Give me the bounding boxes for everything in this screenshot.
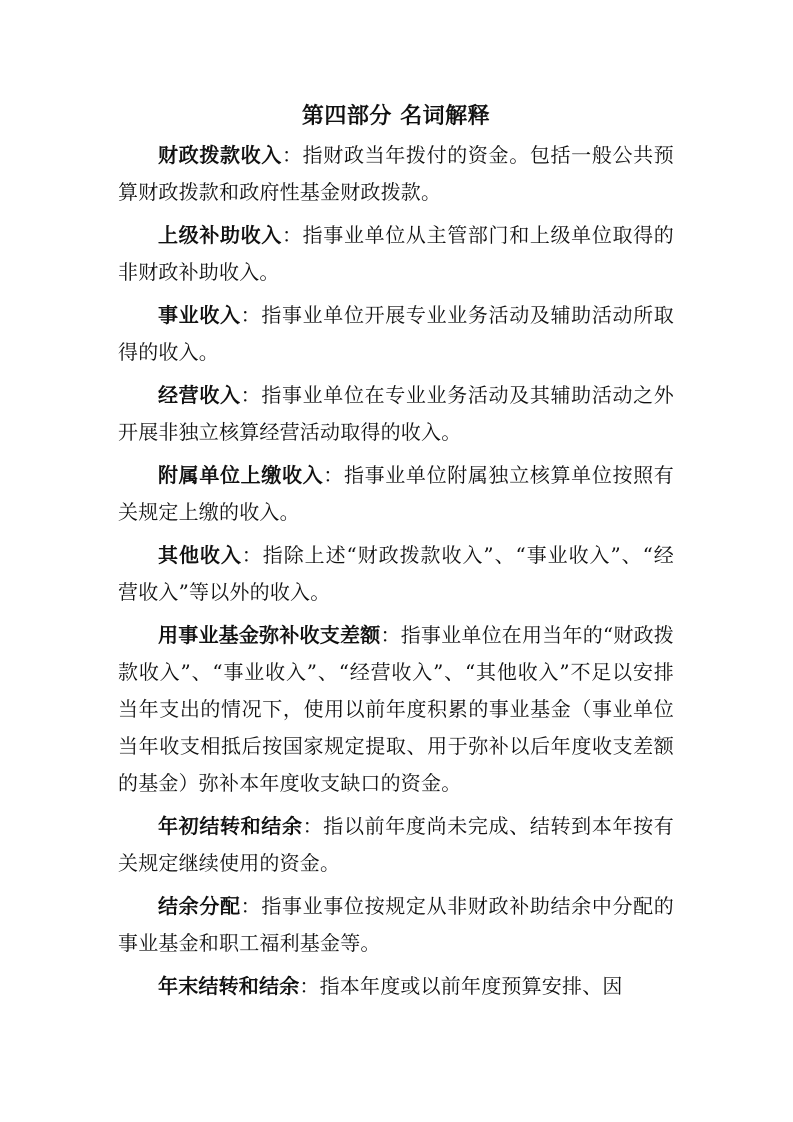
term-definition: 指事业事位按规定从非财政补助结余中分配的事业基金和职工福利基金等。 bbox=[118, 894, 675, 955]
term-entry-operating-income bbox=[118, 377, 674, 451]
term-label: 事业收入 bbox=[158, 303, 241, 327]
term-separator: ： bbox=[281, 223, 303, 247]
term-entry-superior-subsidy-income bbox=[118, 217, 674, 291]
term-separator: ： bbox=[323, 463, 344, 487]
term-label: 上级补助收入 bbox=[158, 223, 282, 247]
term-entry-business-income bbox=[118, 297, 674, 371]
term-definition: 指本年度或以前年度预算安排、因 bbox=[319, 974, 623, 998]
term-label: 年末结转和结余 bbox=[158, 974, 300, 998]
term-separator: ： bbox=[241, 543, 263, 567]
term-label: 附属单位上缴收入 bbox=[158, 463, 324, 487]
term-entry-surplus-distribution bbox=[118, 888, 674, 962]
term-definition: 指以前年度尚未完成、结转到本年按有关规定继续使用的资金。 bbox=[118, 814, 675, 875]
term-separator: ： bbox=[240, 303, 262, 327]
term-separator: ： bbox=[281, 143, 303, 167]
term-label: 用事业基金弥补收支差额 bbox=[158, 623, 381, 647]
term-separator: ： bbox=[299, 974, 320, 998]
term-entry-fiscal-appropriation-income bbox=[118, 137, 674, 211]
term-definition: 指事业单位从主管部门和上级单位取得的非财政补助收入。 bbox=[118, 223, 675, 284]
term-separator: ： bbox=[240, 894, 262, 918]
term-separator: ： bbox=[302, 814, 324, 838]
term-definition: 指事业单位开展专业业务活动及辅助活动所取得的收入。 bbox=[118, 303, 675, 364]
term-entry-other-income bbox=[118, 537, 674, 611]
term-separator: ： bbox=[380, 623, 401, 647]
term-definition: 指除上述“财政拨款收入”、“事业收入”、“经营收入”等以外的收入。 bbox=[118, 543, 674, 604]
term-definition: 指财政当年拨付的资金。包括一般公共预算财政拨款和政府性基金财政拨款。 bbox=[118, 143, 675, 204]
term-definition: 指事业单位在专业业务活动及其辅助活动之外开展非独立核算经营活动取得的收入。 bbox=[118, 383, 675, 444]
term-entry-subsidiary-remittance-income bbox=[118, 457, 674, 531]
term-label: 财政拨款收入 bbox=[158, 143, 282, 167]
term-entry-year-end-carryover-balance bbox=[118, 968, 674, 1005]
term-definition: 指事业单位附属独立核算单位按照有关规定上缴的收入。 bbox=[118, 463, 675, 524]
document-page bbox=[118, 99, 674, 1011]
page-title: 第四部分 名词解释 bbox=[301, 104, 491, 129]
term-label: 经营收入 bbox=[158, 383, 241, 407]
term-label: 年初结转和结余 bbox=[158, 814, 303, 838]
term-definition: 指事业单位在用当年的“财政拨款收入”、“事业收入”、“经营收入”、“其他收入”不足以安排当年支出的情况下，使用以前年度积累的事业基金（事业单位当年收支相抵后按国家规定提取、用于弥补以后年度收支差额的基金）弥补本年度收支缺口的资金。 bbox=[118, 623, 675, 795]
term-entry-beginning-carryover-balance bbox=[118, 808, 674, 882]
term-separator: ： bbox=[240, 383, 262, 407]
term-label: 结余分配 bbox=[158, 894, 241, 918]
term-label: 其他收入 bbox=[158, 543, 242, 567]
term-entry-business-fund-deficit-offset bbox=[118, 617, 674, 802]
